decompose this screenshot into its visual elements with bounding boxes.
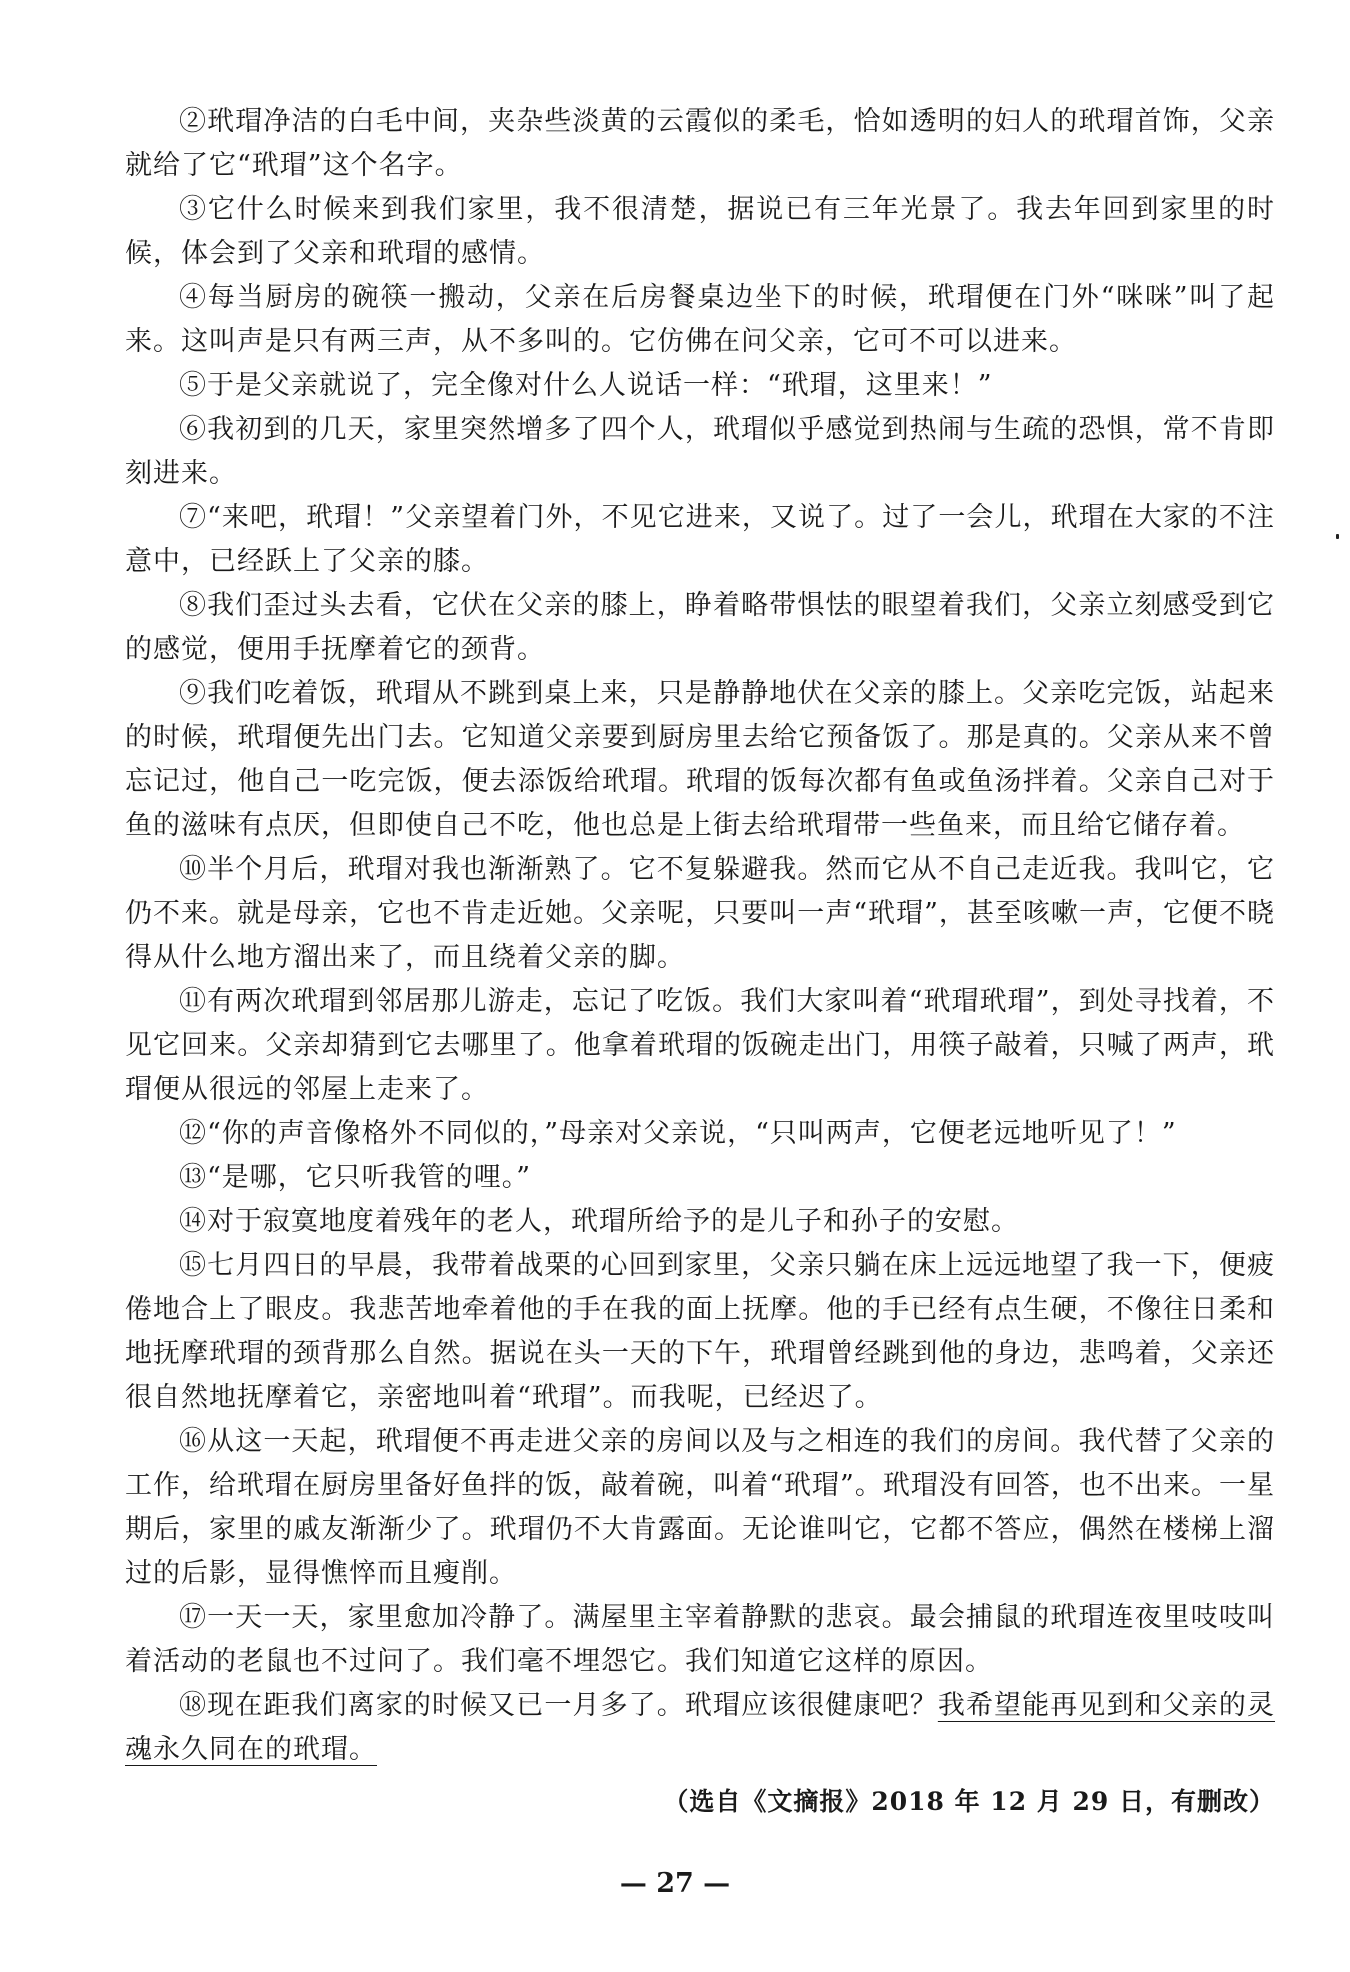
paragraph-3: ③它什么时候来到我们家里，我不很清楚，据说已有三年光景了。我去年回到家里的时候，体会到了父亲和玳瑁的感情。: [125, 194, 1275, 269]
paragraph-7: ⑦“来吧，玳瑁！”父亲望着门外，不见它进来，又说了。过了一会儿，玳瑁在大家的不注意中，已经跃上了父亲的膝。: [125, 502, 1275, 577]
underlined-sentence: 我希望能再见到和父亲的灵魂永久同在的玳瑁。: [125, 1690, 1276, 1765]
paragraph-8: ⑧我们歪过头去看，它伏在父亲的膝上，睁着略带惧怯的眼望着我们，父亲立刻感受到它的感觉，便用手抚摩着它的颈背。: [125, 590, 1275, 665]
paragraph-9: ⑨我们吃着饭，玳瑁从不跳到桌上来，只是静静地伏在父亲的膝上。父亲吃完饭，站起来的时候，玳瑁便先出门去。它知道父亲要到厨房里去给它预备饭了。那是真的。父亲从来不曾忘记过，他自己一吃完饭，便去添饭给玳瑁。玳瑁的饭每次都有鱼或鱼汤拌着。父亲自己对于鱼的滋味有点厌，但即使自己不吃，他也总是上街去给玳瑁带一些鱼来，而且给它储存着。: [125, 678, 1275, 841]
page-number: — 27 —: [619, 1868, 731, 1899]
paragraph-15: ⑮七月四日的早晨，我带着战栗的心回到家里，父亲只躺在床上远远地望了我一下，便疲倦地合上了眼皮。我悲苦地牵着他的手在我的面上抚摩。他的手已经有点生硬，不像往日柔和地抚摩玳瑁的颈背那么自然。据说在头一天的下午，玳瑁曾经跳到他的身边，悲鸣着，父亲还很自然地抚摩着它，亲密地叫着“玳瑁”。而我呢，已经迟了。: [125, 1250, 1275, 1413]
paragraph-4: ④每当厨房的碗筷一搬动，父亲在后房餐桌边坐下的时候，玳瑁便在门外“咪咪”叫了起来。这叫声是只有两三声，从不多叫的。它仿佛在问父亲，它可不可以进来。: [125, 282, 1275, 357]
paragraph-14: ⑭对于寂寞地度着残年的老人，玳瑁所给予的是儿子和孙子的安慰。: [179, 1206, 1019, 1237]
paragraph-16: ⑯从这一天起，玳瑁便不再走进父亲的房间以及与之相连的我们的房间。我代替了父亲的工作，给玳瑁在厨房里备好鱼拌的饭，敲着碗，叫着“玳瑁”。玳瑁没有回答，也不出来。一星期后，家里的戚友渐渐少了。玳瑁仍不大肯露面。无论谁叫它，它都不答应，偶然在楼梯上溜过的后影，显得憔悴而且瘦削。: [125, 1426, 1275, 1589]
paragraph-18: [125, 1684, 1275, 1772]
article-body: [125, 100, 1275, 1772]
paragraph-11: ⑪有两次玳瑁到邻居那儿游走，忘记了吃饭。我们大家叫着“玳瑁玳瑁”，到处寻找着，不见它回来。父亲却猜到它去哪里了。他拿着玳瑁的饭碗走出门，用筷子敲着，只喊了两声，玳瑁便从很远的邻屋上走来了。: [125, 986, 1275, 1105]
paragraph-17: ⑰一天一天，家里愈加冷静了。满屋里主宰着静默的悲哀。最会捕鼠的玳瑁连夜里吱吱叫着活动的老鼠也不过问了。我们毫不埋怨它。我们知道它这样的原因。: [125, 1602, 1275, 1677]
paragraph-13: ⑬“是哪，它只听我管的哩。”: [179, 1162, 532, 1193]
paragraph-18-text: ⑱现在距我们离家的时候又已一月多了。玳瑁应该很健康吧？: [179, 1690, 938, 1721]
source-citation: （选自《文摘报》2018 年 12 月 29 日，有删改）: [663, 1787, 1275, 1816]
paragraph-12: ⑫“你的声音像格外不同似的，”母亲对父亲说，“只叫两声，它便老远地听见了！”: [179, 1118, 1177, 1149]
paragraph-2: ②玳瑁净洁的白毛中间，夹杂些淡黄的云霞似的柔毛，恰如透明的妇人的玳瑁首饰，父亲就给了它“玳瑁”这个名字。: [125, 106, 1275, 181]
paragraph-6: ⑥我初到的几天，家里突然增多了四个人，玳瑁似乎感觉到热闹与生疏的恐惧，常不肯即刻进来。: [125, 414, 1275, 489]
paragraph-10: ⑩半个月后，玳瑁对我也渐渐熟了。它不复躲避我。然而它从不自己走近我。我叫它，它仍不来。就是母亲，它也不肯走近她。父亲呢，只要叫一声“玳瑁”，甚至咳嗽一声，它便不晓得从什么地方溜出来了，而且绕着父亲的脚。: [125, 854, 1275, 973]
margin-mark: [1336, 534, 1339, 539]
paragraph-5: ⑤于是父亲就说了，完全像对什么人说话一样：“玳瑁，这里来！”: [179, 370, 993, 401]
